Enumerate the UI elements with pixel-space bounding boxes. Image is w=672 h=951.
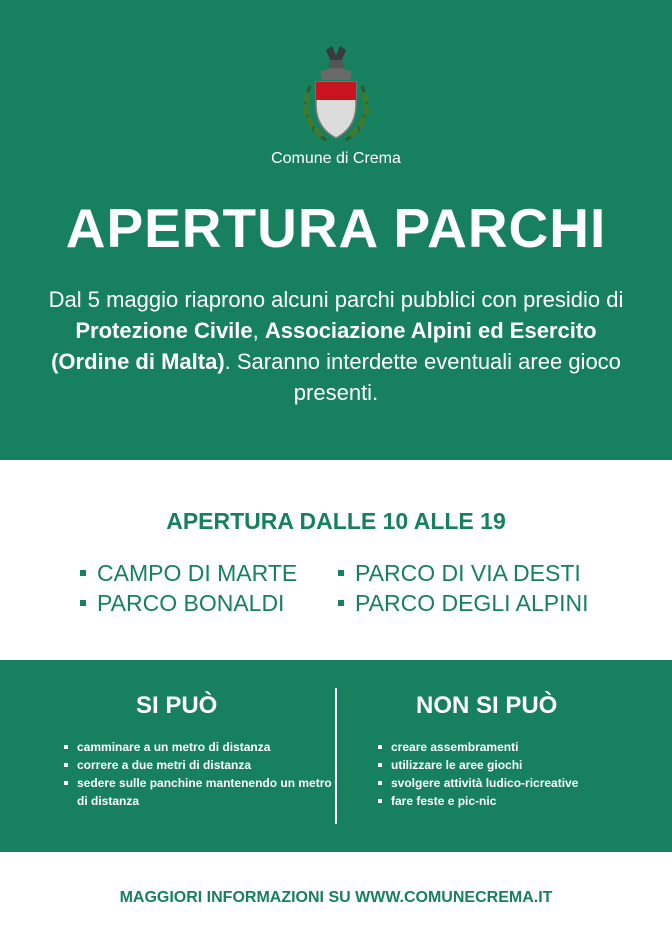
- forbidden-column: [378, 692, 648, 810]
- coat-of-arms-icon: [296, 42, 376, 150]
- opening-hours-title: APERTURA DALLE 10 ALLE 19: [166, 508, 506, 534]
- bullet-icon: [80, 600, 86, 606]
- list-item: [338, 558, 588, 588]
- list-item: correre a due metri di distanza: [64, 756, 334, 774]
- intro-part2: . Saranno interdette eventuali aree gioco presenti.: [224, 349, 621, 405]
- intro-separator: ,: [252, 318, 265, 343]
- town-name: Comune di Crema: [271, 150, 401, 167]
- park-name: PARCO DEGLI ALPINI: [355, 590, 589, 616]
- list-item: sedere sulle panchine mantenendo un metro di distanza: [64, 774, 334, 810]
- list-item: svolgere attività ludico-ricreative: [378, 774, 648, 792]
- forbidden-list: [378, 738, 648, 810]
- header-section: [0, 0, 672, 460]
- opening-hours-section: [0, 460, 672, 660]
- park-list-right: [338, 558, 588, 618]
- footer-section: [0, 852, 672, 951]
- list-item: fare feste e pic-nic: [378, 792, 648, 810]
- intro-bold-protezione: Protezione Civile: [75, 318, 253, 343]
- list-item: creare assembramenti: [378, 738, 648, 756]
- column-divider: [335, 688, 337, 824]
- intro-text: [40, 284, 632, 408]
- bullet-icon: [338, 570, 344, 576]
- list-item: [80, 588, 297, 618]
- bullet-icon: [338, 600, 344, 606]
- list-item: utilizzare le aree giochi: [378, 756, 648, 774]
- park-name: CAMPO DI MARTE: [97, 560, 298, 586]
- park-name: PARCO DI VIA DESTI: [355, 560, 581, 586]
- list-item: [338, 588, 588, 618]
- page-title: APERTURA PARCHI: [65, 197, 607, 259]
- park-list-left: [80, 558, 297, 618]
- footer-info-link[interactable]: MAGGIORI INFORMAZIONI SU WWW.COMUNECREMA.IT: [119, 889, 553, 906]
- park-name: PARCO BONALDI: [97, 590, 285, 616]
- rules-section: [0, 660, 672, 852]
- allowed-column: [64, 692, 334, 810]
- bullet-icon: [80, 570, 86, 576]
- list-item: [80, 558, 297, 588]
- intro-bold-associazione: Associazione Alpini ed Esercito (Ordine di Malta): [51, 318, 597, 374]
- intro-part1: Dal 5 maggio riaprono alcuni parchi pubblici con presidio di: [48, 287, 624, 312]
- allowed-list: [64, 738, 334, 810]
- forbidden-title: NON SI PUÒ: [416, 692, 558, 719]
- list-item: camminare a un metro di distanza: [64, 738, 334, 756]
- allowed-title: SI PUÒ: [136, 692, 218, 719]
